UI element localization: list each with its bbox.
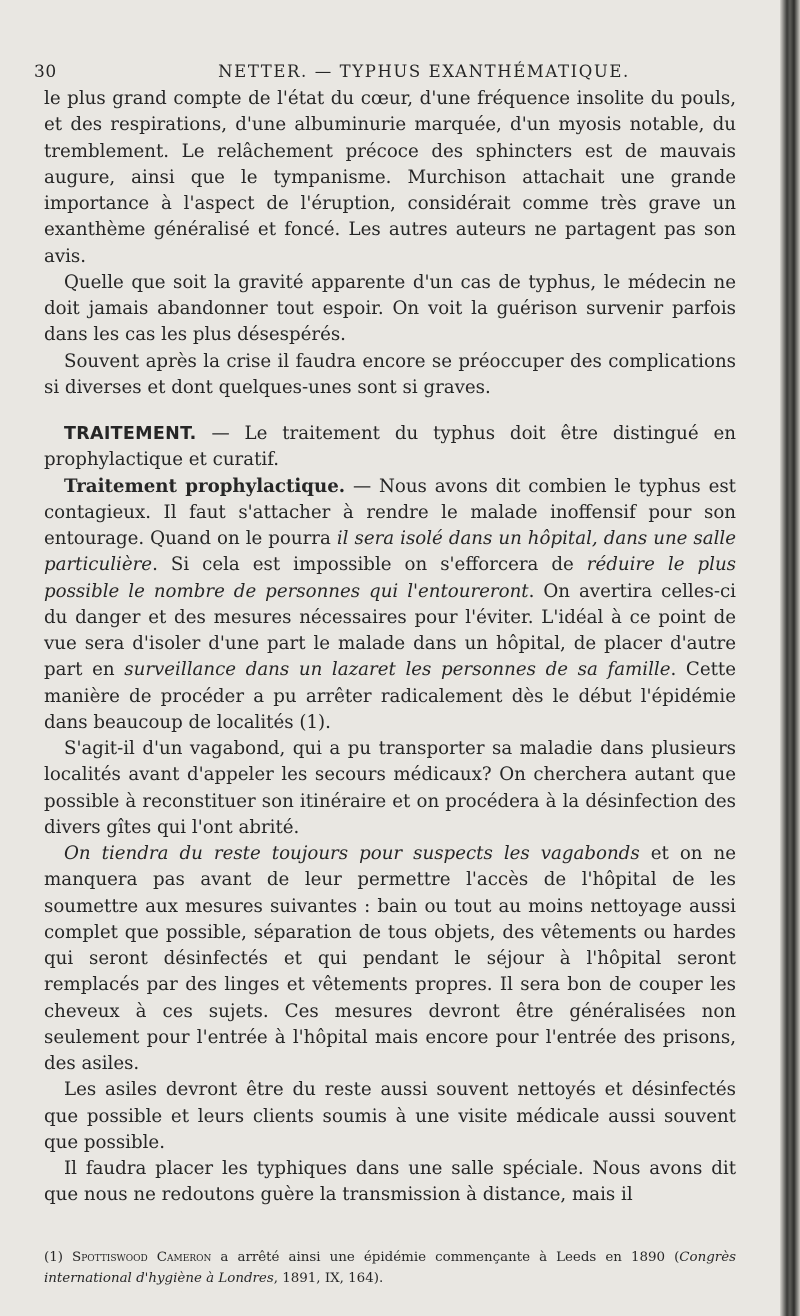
book-binding-edge <box>780 0 800 1316</box>
paragraph-prophylaxis <box>44 474 736 737</box>
paragraph-suspects <box>44 841 736 1077</box>
paragraph-treatment <box>44 421 736 474</box>
body-text <box>44 86 736 1209</box>
suspects-italic: On tiendra du reste toujours pour suspects les vagabonds <box>64 843 640 864</box>
prophylaxis-italic-2: réduire le plus possible le nombre de personnes qui l'entoureront <box>44 554 736 602</box>
subheading-prophylactic: Traitement prophylactique. <box>64 475 346 497</box>
footnote-text-2: , 1891, IX, 164). <box>273 1271 384 1286</box>
prophylaxis-italic-3: surveillance dans un lazaret les personnes de sa famille <box>124 659 671 681</box>
prophylaxis-text-4: . Cette manière de procéder a pu arrêter radicalement dès le début l'épidémie dans beaucoup de localités (1). <box>44 659 736 733</box>
footnote <box>44 1247 736 1289</box>
prophylaxis-text-3: . On avertira celles-ci du danger et des mesures nécessaires pour l'éviter. L'idéal à ce point de vue sera d'isoler d'une part le malade dans un hôpital, de placer d'autre part en <box>44 580 736 681</box>
prophylaxis-text-1: — Nous avons dit combien le typhus est contagieux. Il faut s'attacher à rendre le malade inoffensif pour son entourage. Quand on le pourra <box>44 475 736 549</box>
footnote-text-1: a arrêté ainsi une épidémie commençante à Leeds en 1890 ( <box>211 1250 680 1265</box>
paragraph-asiles: Les asiles devront être du reste aussi souvent nettoyés et désinfectés que possible et leurs clients soumis à une visite médicale aussi souvent que possible. <box>44 1079 736 1153</box>
paragraph-isolation: Il faudra placer les typhiques dans une salle spéciale. Nous avons dit que nous ne redoutons guère la transmission à distance, mais il <box>44 1158 736 1206</box>
prophylaxis-italic-1: il sera isolé dans un hôpital, dans une salle particulière <box>44 528 737 576</box>
paragraph-hope: Quelle que soit la gravité apparente d'un cas de typhus, le médecin ne doit jamais abandonner tout espoir. On voit la guérison survenir parfois dans les cas les plus désespérés. <box>44 271 736 346</box>
page-number: 30 <box>34 62 57 82</box>
suspects-text: et on ne manquera pas avant de leur permettre l'accès de l'hôpital de les soumettre aux mesures suivantes : bain ou tout au moins nettoyage aussi complet que possible, séparation de tous objets, des vêtements ou hardes qui seront désinfectés et qui pendant le séjour à l'hôpital seront remplacés par des linges et vêtements propres. Il sera bon de couper les cheveux à ces sujets. Ces mesures devront être généralisées non seulement pour l'entrée à l'hôpital mais encore pour l'entrée des prisons, des asiles. <box>44 843 737 1074</box>
section-heading-traitement: TRAITEMENT. <box>64 424 197 444</box>
treatment-intro-text: — Le traitement du typhus doit être distingué en prophylactique et curatif. <box>44 423 736 471</box>
paragraph-vagabond: S'agit-il d'un vagabond, qui a pu transporter sa maladie dans plusieurs localités avant d'appeler les secours médicaux? On cherchera autant que possible à reconstituer son itinéraire et on procédera à la désinfection des divers gîtes qui l'ont abrité. <box>44 738 736 838</box>
running-title: NETTER. — TYPHUS EXANTHÉMATIQUE. <box>218 62 630 81</box>
prophylaxis-text-2: . Si cela est impossible on s'efforcera de <box>152 554 587 576</box>
footnote-italic: Congrès international d'hygiène à Londres <box>44 1250 736 1286</box>
paragraph-prognosis-signs: le plus grand compte de l'état du cœur, d'une fréquence insolite du pouls, et des respirations, d'une albuminurie marquée, d'un myosis notable, du tremblement. Le relâchement précoce des sphincters est de mauvais augure, ainsi que le tympanisme. Murchison attachait une grande importance à l'aspect de l'éruption, considérait comme très grave un exanthème généralisé et foncé. Les autres auteurs ne partagent pas son avis. <box>44 88 736 267</box>
paragraph-complications: Souvent après la crise il faudra encore se préoccuper des complications si diverses et dont quelques-unes sont si graves. <box>44 350 736 398</box>
footnote-author: Spottiswood Cameron <box>72 1250 212 1265</box>
footnote-marker: (1) <box>44 1250 73 1265</box>
